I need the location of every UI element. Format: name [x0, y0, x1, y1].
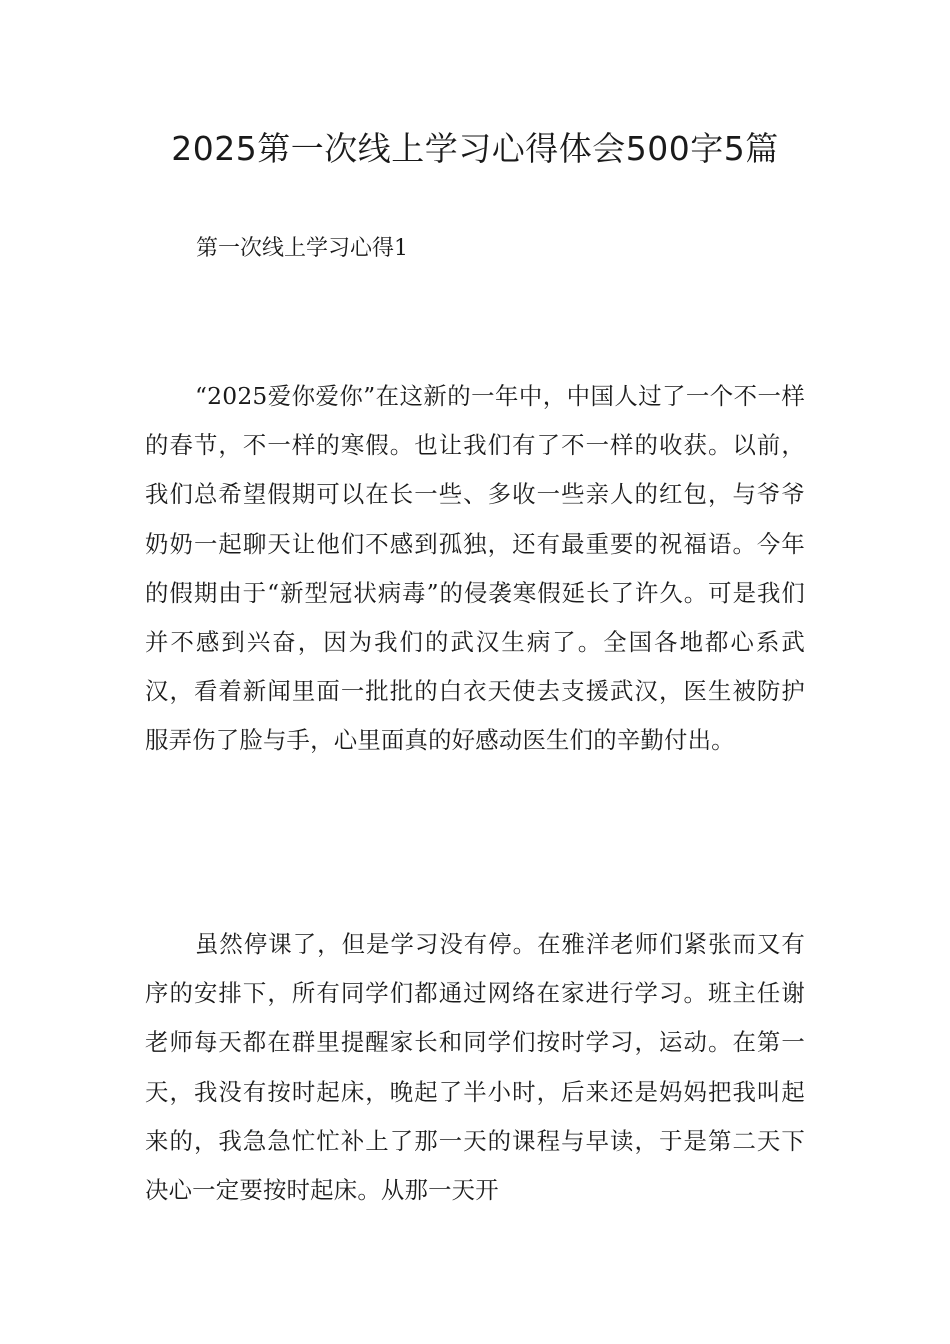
section-heading: 第一次线上学习心得1 [196, 236, 408, 261]
body-paragraph-1: “2025爱你爱你”在这新的一年中，中国人过了一个不一样的春节，不一样的寒假。也让我们有了不一样的收获。以前，我们总希望假期可以在长一些、多收一些亲人的红包，与爷爷奶奶一起聊天让他们不感到孤独，还有最重要的祝福语。今年的假期由于“新型冠状病毒”的侵袭寒假延长了许久。可是我们并不感到兴奋，因为我们的武汉生病了。全国各地都心系武汉，看着新闻里面一批批的白衣天使去支援武汉，医生被防护服弄伤了脸与手，心里面真的好感动医生们的辛勤付出。 [145, 382, 805, 755]
document-title: 2025第一次线上学习心得体会500字5篇 [171, 129, 779, 168]
body-paragraph-2: 虽然停课了，但是学习没有停。在雅洋老师们紧张而又有序的安排下，所有同学们都通过网络在家进行学习。班主任谢老师每天都在群里提醒家长和同学们按时学习，运动。在第一天，我没有按时起床，晚起了半小时，后来还是妈妈把我叫起来的，我急急忙忙补上了那一天的课程与早读，于是第二天下决心一定要按时起床。从那一天开 [145, 930, 805, 1205]
